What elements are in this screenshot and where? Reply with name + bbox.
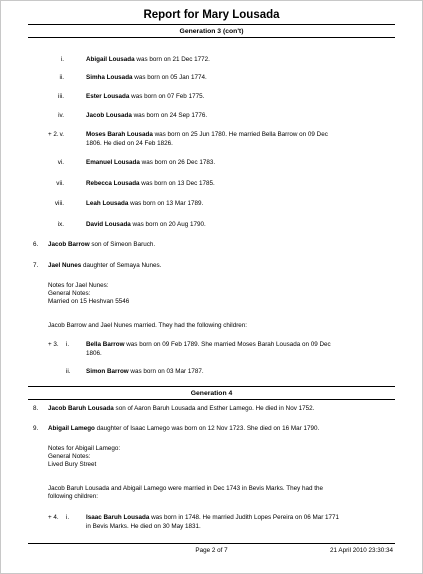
notes-line: Notes for Abigail Lamego:	[48, 445, 121, 452]
section-heading: Generation 3 (con't)	[179, 28, 244, 35]
child-number: iii.	[58, 93, 64, 100]
notes-line: following children:	[48, 493, 99, 500]
person-name: Simon Barrow	[86, 368, 129, 375]
notes-line: General Notes:	[48, 453, 91, 460]
entry-text: was born on 24 Sep 1776.	[131, 112, 208, 119]
person-name: Abigail Lamego	[48, 425, 95, 432]
child-number: i.	[66, 514, 70, 521]
entry-text: was born on 07 Feb 1775.	[129, 93, 205, 100]
person-name: Moses Barah Lousada	[86, 131, 153, 138]
report-title: Report for Mary Lousada	[143, 9, 280, 21]
entry-text: daughter of Semaya Nunes.	[81, 262, 162, 269]
person-name: Rebecca Lousada	[86, 180, 140, 187]
entry-text: son of Simeon Baruch.	[89, 241, 156, 248]
child-number: viii.	[54, 200, 64, 207]
entry-text: was born on 03 Mar 1787.	[128, 368, 204, 375]
section-rule	[28, 386, 395, 387]
entry-text: was born on 05 Jan 1774.	[132, 74, 207, 81]
notes-line: Jacob Baruh Lousada and Abigail Lamego were married in Dec 1743 in Bevis Marks. They had the	[48, 485, 324, 492]
person-name: Jacob Baruh Lousada	[48, 405, 114, 412]
person-name: Abigail Lousada	[86, 56, 135, 63]
child-number: v.	[59, 131, 64, 138]
descendant-marker: + 2.	[48, 131, 59, 138]
notes-block	[48, 445, 120, 469]
child-number: ii.	[66, 368, 71, 375]
child-number: ix.	[57, 221, 64, 228]
entry-text: was born on 25 Jun 1780. He married Bella Barrow on 09 Dec	[152, 131, 328, 138]
section-heading: Generation 4	[190, 390, 233, 397]
notes-line: General Notes:	[48, 290, 91, 297]
notes-line: Jacob Barrow and Jael Nunes married. They had the following children:	[48, 322, 248, 329]
person-number: 9.	[33, 425, 39, 432]
person-number: 8.	[33, 405, 39, 412]
child-number: ii.	[59, 74, 64, 81]
child-number: i.	[60, 56, 64, 63]
person-name: Bella Barrow	[86, 341, 125, 348]
entry-text: was born on 20 Aug 1790.	[130, 221, 206, 228]
notes-line: Lived Bury Street	[48, 461, 97, 468]
person-number: 7.	[33, 262, 39, 269]
descendant-marker: + 4.	[48, 514, 59, 521]
report-timestamp: 21 April 2010 23:30:34	[329, 547, 393, 554]
descendant-marker: + 3.	[48, 341, 59, 348]
entry-text: son of Aaron Baruh Lousada and Esther Lamego. He died in Nov 1752.	[113, 405, 315, 412]
page-number: Page 2 of 7	[195, 547, 228, 554]
child-number: i.	[66, 341, 70, 348]
person-name: Jacob Lousada	[86, 112, 132, 119]
entry-text: was born in 1748. He married Judith Lopes Pereira on 06 Mar 1771	[149, 514, 340, 521]
entry-text: was born on 09 Feb 1789. She married Moses Barah Lousada on 09 Dec	[124, 341, 331, 348]
entry-text: daughter of Isaac Lamego was born on 12 Nov 1723. She died on 16 Mar 1790.	[94, 425, 320, 432]
notes-line: Married on 15 Heshvan 5546	[48, 298, 130, 305]
entry-text: was born on 13 Dec 1785.	[139, 180, 215, 187]
child-number: vii.	[56, 180, 64, 187]
marriage-text	[48, 322, 247, 330]
section-rule	[28, 399, 395, 400]
entry-text: was born on 13 Mar 1789.	[128, 200, 204, 207]
person-name: Simha Lousada	[86, 74, 133, 81]
entry-text: in Bevis Marks. He died on 30 May 1831.	[86, 523, 201, 530]
entry-text: was born on 21 Dec 1772.	[134, 56, 210, 63]
entry-text: 1806.	[86, 350, 102, 357]
title-rule	[28, 24, 395, 25]
person-number: 6.	[33, 241, 39, 248]
person-name: Leah Lousada	[86, 200, 129, 207]
person-name: Isaac Baruh Lousada	[86, 514, 150, 521]
marriage-text	[48, 485, 323, 501]
person-name: David Lousada	[86, 221, 131, 228]
child-number: vi.	[57, 159, 64, 166]
person-name: Jael Nunes	[48, 262, 82, 269]
person-name: Ester Lousada	[86, 93, 130, 100]
entry-text: was born on 26 Dec 1783.	[139, 159, 216, 166]
person-name: Emanuel Lousada	[86, 159, 140, 166]
notes-block	[48, 282, 129, 306]
person-name: Jacob Barrow	[48, 241, 90, 248]
entry-text: 1806. He died on 24 Feb 1826.	[86, 140, 173, 147]
child-number: iv.	[58, 112, 64, 119]
section-rule	[28, 37, 395, 38]
footer-rule	[28, 543, 395, 544]
notes-line: Notes for Jael Nunes:	[48, 282, 109, 289]
